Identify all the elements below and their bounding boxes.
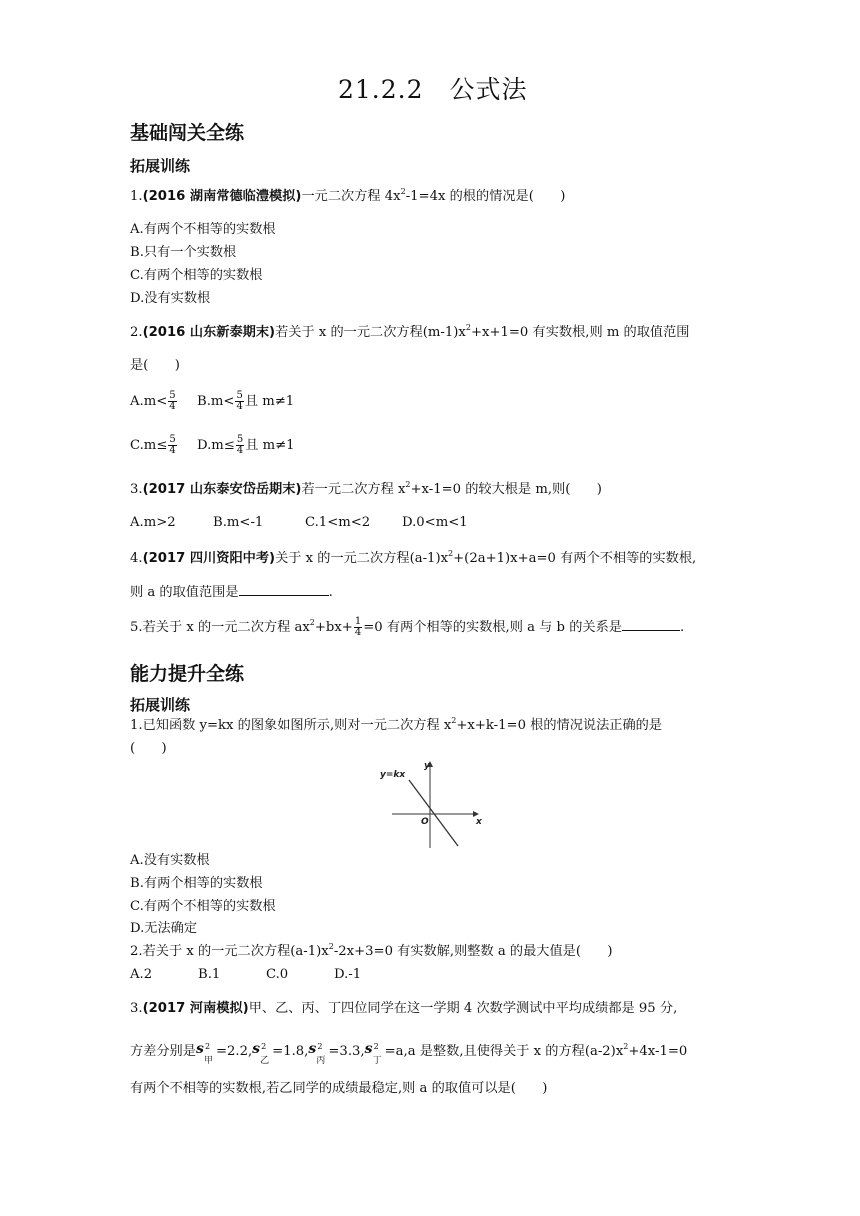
- question-text: =0 有两个相等的实数根,则 a 与 b 的关系是: [363, 620, 622, 635]
- question-text: 甲、乙、丙、丁四位同学在这一学期 4 次数学测试中平均成绩都是 95 分,: [248, 1001, 678, 1016]
- line-y-kx: [409, 780, 458, 846]
- question-1: [130, 187, 565, 207]
- option-b: B.m<-1: [213, 515, 264, 530]
- option-d: D.没有实数根: [130, 291, 211, 306]
- question-2: [130, 942, 613, 962]
- fraction: $\frac{5}{4}$: [169, 434, 176, 456]
- answer-blank[interactable]: [239, 581, 329, 596]
- fraction: $\frac{5}{4}$: [236, 434, 244, 456]
- question-4: [130, 549, 696, 569]
- question-source: (2016 山东新泰期末): [142, 325, 276, 340]
- question-text: +x+k-1=0 根的情况说法正确的是: [456, 718, 663, 733]
- option-c: C.1<m<2: [305, 515, 371, 530]
- option-label: B.m<: [197, 394, 235, 409]
- exponent: 2: [400, 187, 406, 196]
- option-b: B.有两个相等的实数根: [130, 876, 263, 891]
- x-label: x: [476, 817, 482, 827]
- question-number: 3.: [130, 482, 143, 497]
- option-a: A.有两个不相等的实数根: [130, 222, 276, 237]
- question-text: 关于 x 的一元二次方程(a-1)x: [275, 551, 449, 566]
- question-text: +x-1=0 的较大根是 m,则( ): [410, 482, 602, 497]
- option-c: [130, 435, 178, 456]
- func-label: y=kx: [380, 770, 406, 780]
- fraction: $\frac{1}{4}$: [354, 616, 362, 638]
- option-d: [197, 435, 295, 456]
- page-title: 21.2.2 公式法: [338, 75, 528, 104]
- option-d: D.-1: [334, 967, 362, 982]
- question-text: -2x+3=0 有实数解,则整数 a 的最大值是( ): [333, 944, 613, 959]
- question-text: 1.已知函数 y=kx 的图象如图所示,则对一元二次方程 x: [130, 718, 452, 733]
- question-text: 若关于 x 的一元二次方程(m-1)x: [275, 325, 466, 340]
- option-b: B.1: [198, 967, 221, 982]
- subheading-training: 拓展训练: [130, 696, 191, 714]
- question-text: +bx+: [314, 620, 353, 635]
- exponent: 2: [405, 480, 411, 489]
- question-5: [130, 616, 684, 638]
- option-a: [130, 391, 178, 412]
- answer-blank[interactable]: [622, 616, 680, 631]
- y-label: y: [424, 761, 430, 771]
- question-2-line2: 是( ): [130, 358, 180, 373]
- option-a: A.没有实数根: [130, 853, 210, 868]
- variance-value: =3.3,: [328, 1044, 365, 1059]
- exponent: 2: [465, 323, 471, 332]
- question-source: (2017 四川资阳中考): [142, 551, 276, 566]
- option-text: 且 m≠1: [245, 438, 295, 453]
- question-3: [130, 480, 602, 500]
- option-d: D.无法确定: [130, 921, 198, 936]
- question-source: (2017 山东泰安岱岳期末): [142, 482, 302, 497]
- option-c: C.0: [266, 967, 289, 982]
- exponent: 2: [328, 942, 334, 951]
- question-text: +x+1=0 有实数根,则 m 的取值范围: [470, 325, 690, 340]
- question-3-line3: 有两个不相等的实数根,若乙同学的成绩最稳定,则 a 的取值可以是( ): [130, 1081, 548, 1096]
- fraction: $\frac{5}{4}$: [169, 390, 176, 412]
- variance-ding: s 2 丁: [364, 1041, 382, 1066]
- option-label: A.m<: [130, 394, 168, 409]
- question-text: 2.若关于 x 的一元二次方程(a-1)x: [130, 944, 329, 959]
- origin-label: O: [421, 817, 429, 827]
- question-text: 一元二次方程 4x: [301, 189, 401, 204]
- question-source: (2016 湖南常德临澧模拟): [142, 189, 302, 204]
- option-label: C.m≤: [130, 438, 168, 453]
- question-text: 则 a 的取值范围是: [130, 585, 239, 600]
- option-b: B.只有一个实数根: [130, 245, 237, 260]
- variance-yi: s 2 乙: [252, 1041, 270, 1066]
- subheading-training: 拓展训练: [130, 157, 191, 175]
- exponent: 2: [623, 1042, 629, 1051]
- question-text: =a,a 是整数,且使得关于 x 的方程(a-2)x: [384, 1044, 624, 1059]
- question-text: +(2a+1)x+a=0 有两个不相等的实数根,: [453, 551, 697, 566]
- question-text: +4x-1=0: [628, 1044, 688, 1059]
- exponent: 2: [451, 716, 457, 725]
- option-a: A.2: [130, 967, 153, 982]
- question-number: 2.: [130, 325, 143, 340]
- function-graph: [378, 758, 490, 850]
- option-d: D.0<m<1: [402, 515, 468, 530]
- punctuation: .: [328, 585, 333, 600]
- question-number: 4.: [130, 551, 143, 566]
- variance-value: =1.8,: [272, 1044, 309, 1059]
- question-number: 1.: [130, 189, 143, 204]
- question-number: 3.: [130, 1001, 143, 1016]
- section-heading-ability: 能力提升全练: [130, 663, 245, 685]
- question-text: 5.若关于 x 的一元二次方程 ax: [130, 620, 310, 635]
- punctuation: .: [679, 620, 685, 635]
- question-3: [130, 999, 677, 1019]
- variance-value: =2.2,: [215, 1044, 253, 1059]
- option-c: C.有两个相等的实数根: [130, 268, 263, 283]
- question-text: -1=4x 的根的情况是( ): [405, 189, 566, 204]
- question-1-line2: ( ): [130, 741, 167, 756]
- question-3-line2: [130, 1039, 688, 1066]
- section-heading-basic: 基础闯关全练: [130, 122, 245, 144]
- exponent: 2: [309, 618, 315, 627]
- fraction: $\frac{5}{4}$: [236, 390, 243, 412]
- question-text: 若一元二次方程 x: [301, 482, 406, 497]
- question-text: 方差分别是: [130, 1044, 196, 1059]
- variance-jia: s 2 甲: [195, 1041, 213, 1066]
- exponent: 2: [448, 549, 454, 558]
- option-text: 且 m≠1: [244, 394, 295, 409]
- option-c: C.有两个不相等的实数根: [130, 899, 276, 914]
- question-source: (2017 河南模拟): [142, 1001, 249, 1016]
- question-4-line2: [130, 581, 333, 603]
- question-2: [130, 323, 689, 343]
- option-b: [197, 391, 294, 412]
- option-a: A.m>2: [130, 515, 176, 530]
- option-label: D.m≤: [197, 438, 235, 453]
- variance-bing: s 2 丙: [308, 1041, 326, 1066]
- question-1: [130, 716, 662, 736]
